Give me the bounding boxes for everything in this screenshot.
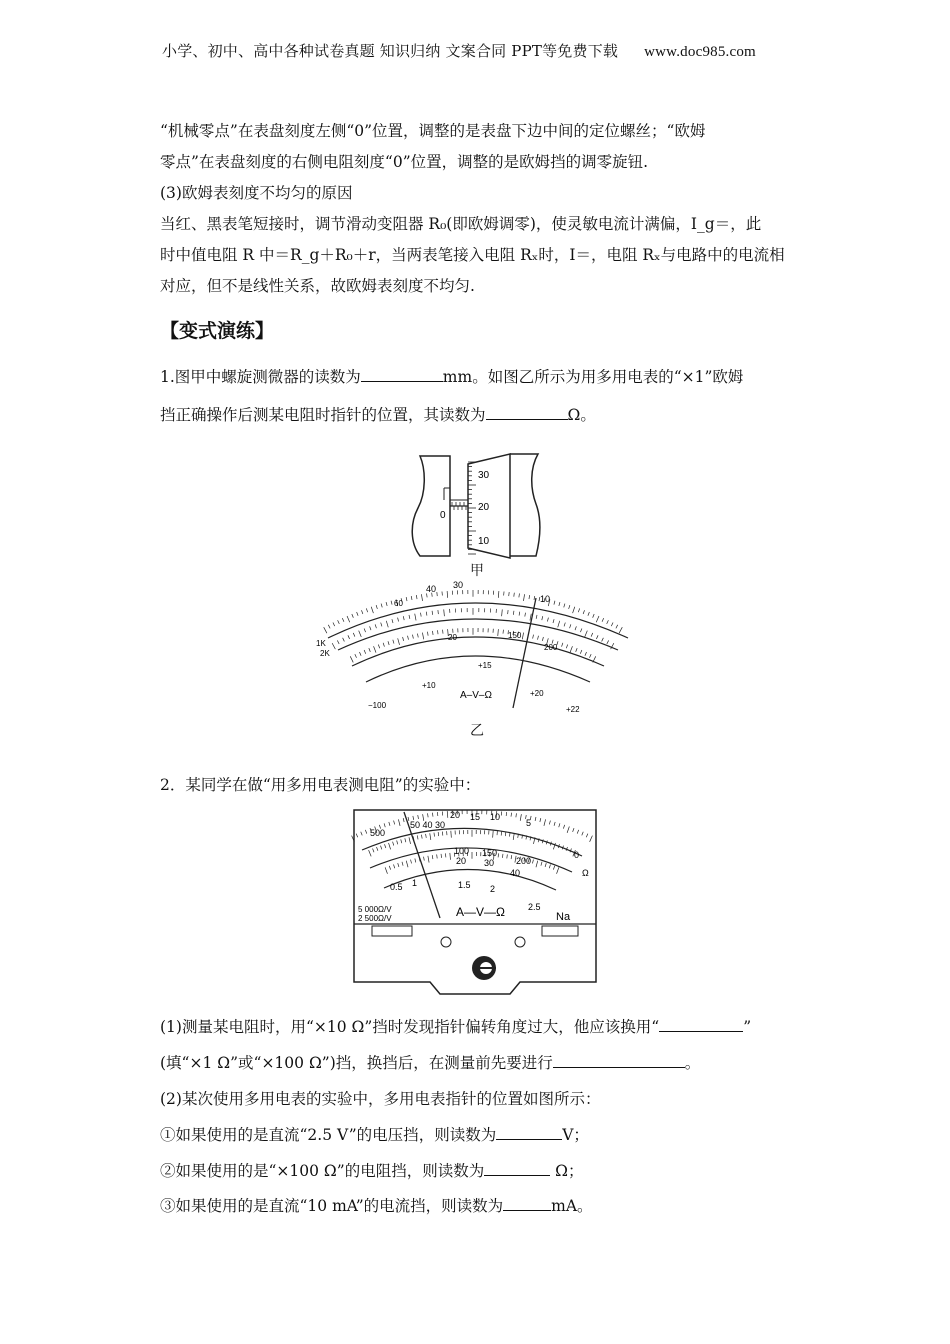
scale-tick <box>559 823 560 827</box>
scale-tick <box>519 612 520 616</box>
scale-tick <box>566 644 567 648</box>
scale-tick <box>432 813 433 817</box>
scale-tick <box>394 864 395 868</box>
svg-text:0.5: 0.5 <box>390 882 403 892</box>
svg-text:+22: +22 <box>566 705 580 714</box>
scale-tick <box>534 596 535 600</box>
section-title: 【变式演练】 <box>160 320 275 342</box>
scale-tick <box>444 609 445 616</box>
scale-tick <box>596 635 598 639</box>
intro-line-4: 时中值电阻 R 中＝R_g＋R₀＋r，当两表笔接入电阻 Rₓ时，I＝，电阻 Rₓ与电路中的电流相 <box>160 246 785 264</box>
scale-tick <box>371 607 373 613</box>
scale-tick <box>564 604 565 608</box>
page-header <box>162 40 756 61</box>
scale-tick <box>493 831 494 838</box>
svg-text:500: 500 <box>370 828 386 838</box>
scale-tick <box>369 850 372 856</box>
scale-tick <box>542 637 543 641</box>
scale-tick <box>393 640 394 644</box>
q2-i2-text-b: Ω； <box>550 1162 584 1180</box>
scale-tick <box>498 629 499 636</box>
scale-tick <box>361 610 362 614</box>
scale-tick <box>388 641 389 645</box>
scale-tick <box>428 813 429 817</box>
q2-item-2 <box>160 1160 796 1182</box>
svg-text:200: 200 <box>516 856 532 866</box>
scale-tick <box>416 595 417 599</box>
scale-tick <box>381 846 382 850</box>
q2-i3-text-a: ③如果使用的是直流“10 mA”的电流挡，则读数为 <box>160 1197 504 1215</box>
q2-part1-line2 <box>160 1052 796 1074</box>
scale-tick <box>338 620 340 624</box>
scale-tick <box>522 633 523 640</box>
scale-tick <box>589 654 591 658</box>
scale-tick <box>398 638 400 645</box>
q2-blank-3[interactable] <box>496 1124 562 1140</box>
scale-tick <box>578 608 579 612</box>
scale-tick <box>562 643 563 647</box>
scale-tick <box>516 813 517 817</box>
scale-tick <box>401 839 402 843</box>
scale-tick <box>607 640 609 644</box>
scale-tick <box>398 863 399 867</box>
scale-tick <box>549 864 550 868</box>
svg-text:30: 30 <box>453 580 464 590</box>
q2-part1-line1 <box>160 1016 796 1038</box>
scale-tick <box>403 818 404 822</box>
scale-tick <box>415 614 416 621</box>
scale-tick <box>409 615 410 619</box>
scale-tick <box>541 862 542 866</box>
svg-text:1.5: 1.5 <box>458 880 471 890</box>
micrometer-figure <box>410 448 550 560</box>
q2-i1-text-b: V； <box>562 1126 589 1144</box>
scale-tick <box>409 837 411 844</box>
scale-tick <box>397 840 398 844</box>
scale-tick <box>573 607 575 613</box>
q2-i1-text-a: ①如果使用的是直流“2.5 V”的电压挡，则读数为 <box>160 1126 497 1144</box>
multimeter-sens-1: 5 000Ω/V <box>358 905 392 914</box>
scale-tick <box>535 817 536 821</box>
scale-tick <box>356 834 358 838</box>
scale-tick <box>359 631 362 637</box>
scale-tick <box>359 652 361 656</box>
scale-tick <box>364 650 366 654</box>
scale-tick <box>386 602 387 606</box>
q2-blank-1[interactable] <box>659 1016 743 1032</box>
scale-tick <box>381 623 382 627</box>
scale-tick <box>557 867 559 873</box>
q2-i2-text-a: ②如果使用的是“×100 Ω”的电阻挡，则读数为 <box>160 1162 485 1180</box>
scale-tick <box>607 620 609 624</box>
scale-tick <box>536 615 537 619</box>
scale-tick <box>570 624 571 628</box>
scale-tick <box>357 612 358 616</box>
q1-line-1 <box>160 366 796 388</box>
q2-item-1 <box>160 1124 796 1146</box>
scale-tick <box>511 813 512 817</box>
scale-tick <box>583 610 584 614</box>
scale-tick <box>389 866 390 870</box>
scale-tick <box>398 618 399 622</box>
scale-tick <box>337 640 339 644</box>
scale-tick <box>438 630 439 634</box>
scale-tick <box>332 643 335 649</box>
scale-tick <box>553 866 554 870</box>
fig-b-caption: 乙 <box>470 723 484 739</box>
scale-tick <box>596 616 599 622</box>
scale-tick <box>391 601 392 605</box>
scale-tick <box>386 621 388 628</box>
scale-tick <box>511 855 512 859</box>
scale-tick <box>398 819 400 826</box>
svg-text:50 40 30: 50 40 30 <box>410 820 446 830</box>
scale-tick <box>554 601 555 605</box>
scale-tick <box>328 625 330 629</box>
scale-tick <box>352 614 354 618</box>
scale-tick <box>402 862 403 866</box>
meter-figure-b <box>308 578 638 718</box>
scale-tick <box>421 835 422 839</box>
scale-tick <box>616 625 618 629</box>
scale-tick <box>588 612 589 616</box>
scale-tick <box>580 650 582 654</box>
meter-b-label: A–V–Ω <box>460 690 492 701</box>
scale-tick <box>432 855 433 859</box>
svg-text:+20: +20 <box>530 689 544 698</box>
scale-tick <box>350 656 353 662</box>
micrometer-tick-30: 30 <box>478 470 490 481</box>
scale-tick <box>538 636 539 640</box>
scale-tick <box>324 627 327 633</box>
scale-tick <box>403 637 404 641</box>
q2-blank-2[interactable] <box>553 1052 685 1068</box>
micrometer-tick-20: 20 <box>478 502 490 513</box>
scale-tick <box>408 636 409 640</box>
scale-tick <box>582 832 584 836</box>
scale-tick <box>424 857 425 861</box>
scale-tick <box>447 811 448 818</box>
svg-text:10: 10 <box>490 812 501 822</box>
svg-text:100: 100 <box>454 846 470 856</box>
scale-tick <box>577 830 578 834</box>
scale-tick <box>417 634 418 638</box>
scale-tick <box>509 833 510 837</box>
q2-blank-4[interactable] <box>484 1160 550 1176</box>
svg-text:200: 200 <box>544 643 558 652</box>
scale-tick <box>427 593 428 597</box>
scale-tick <box>418 815 419 819</box>
scale-tick <box>590 836 593 842</box>
scale-tick <box>381 604 382 608</box>
scale-tick <box>523 594 524 601</box>
scale-tick <box>366 608 367 612</box>
q1-blank-1[interactable] <box>361 366 443 382</box>
scale-tick <box>498 591 499 598</box>
scale-tick <box>378 644 379 648</box>
svg-text:20: 20 <box>456 856 467 866</box>
scale-tick <box>569 605 570 609</box>
header-text: 小学、初中、高中各种试卷真题 知识归纳 文案合同 PPT等免费下载 <box>162 42 619 60</box>
scale-tick <box>602 618 604 622</box>
scale-tick <box>432 631 433 635</box>
fig-a-caption: 甲 <box>470 563 484 579</box>
scale-tick <box>406 861 408 868</box>
scale-tick <box>369 648 370 652</box>
svg-text:150: 150 <box>482 848 498 858</box>
scale-tick <box>533 635 534 639</box>
scale-tick <box>428 856 429 863</box>
scale-tick <box>451 831 452 838</box>
scale-tick <box>342 618 344 622</box>
scale-tick <box>611 623 613 627</box>
micrometer-tick-10: 10 <box>478 536 490 547</box>
q1-text-b: mm。如图乙所示为用多用电表的“×1”欧姆 <box>442 368 744 386</box>
q1-text-a: 1.图甲中螺旋测微器的读数为 <box>160 368 361 386</box>
scale-tick <box>542 839 543 843</box>
svg-text:Ω: Ω <box>582 868 589 878</box>
svg-text:20: 20 <box>450 810 461 820</box>
scale-tick <box>540 818 541 822</box>
scale-tick <box>394 821 395 825</box>
q2-p1-text-c: (填“×1 Ω”或“×100 Ω”)挡，换挡后，在测量前先要进行 <box>160 1054 553 1072</box>
multimeter-na-label: Na <box>556 911 571 923</box>
q2-item-3 <box>160 1195 796 1217</box>
scale-tick <box>420 613 421 617</box>
scale-tick <box>389 822 390 826</box>
svg-text:30: 30 <box>484 858 495 868</box>
scale-tick <box>619 627 622 633</box>
scale-tick <box>430 833 431 840</box>
scale-tick <box>427 632 428 636</box>
intro-line-5: 对应，但不是线性关系，故欧姆表刻度不均匀. <box>160 277 475 295</box>
scale-tick <box>554 822 555 826</box>
scale-tick <box>361 832 363 836</box>
scale-tick <box>411 596 412 600</box>
scale-tick <box>513 611 514 615</box>
scale-tick <box>519 593 520 597</box>
scale-tick <box>545 863 546 867</box>
svg-text:0: 0 <box>574 850 580 860</box>
svg-text:2.5: 2.5 <box>528 902 541 912</box>
scale-tick <box>593 614 595 618</box>
scale-tick <box>525 613 526 617</box>
scale-tick <box>353 633 355 637</box>
scale-tick <box>507 854 508 858</box>
svg-text:+10: +10 <box>422 681 436 690</box>
scale-tick <box>542 616 543 620</box>
q1-blank-2[interactable] <box>486 404 568 420</box>
scale-tick <box>602 638 604 642</box>
scale-tick <box>585 652 587 656</box>
multimeter-sens-2: 2 500Ω/V <box>358 914 392 923</box>
svg-text:10: 10 <box>540 594 551 604</box>
scale-tick <box>393 842 394 846</box>
scale-tick <box>374 646 376 652</box>
scale-tick <box>567 826 569 832</box>
scale-tick <box>373 849 374 853</box>
scale-tick <box>377 847 378 851</box>
svg-text:40: 40 <box>426 584 437 594</box>
svg-text:1K: 1K <box>316 639 326 648</box>
scale-tick <box>580 628 581 632</box>
scale-tick <box>575 626 576 630</box>
scale-tick <box>412 635 413 639</box>
scale-tick <box>343 638 345 642</box>
scale-tick <box>411 860 412 864</box>
scale-tick <box>549 821 550 825</box>
scale-tick <box>576 648 577 652</box>
scale-tick <box>514 593 515 597</box>
scale-tick <box>434 833 435 837</box>
scale-tick <box>513 833 514 840</box>
scale-tick <box>376 605 377 609</box>
scale-tick <box>417 835 418 839</box>
svg-text:150: 150 <box>508 631 522 640</box>
scale-tick <box>553 619 554 623</box>
q2-p1-text-d: 。 <box>684 1054 701 1072</box>
scale-tick <box>348 635 350 639</box>
svg-text:2K: 2K <box>320 649 330 658</box>
q2-stem: 2．某同学在做“用多用电表测电阻”的实验中： <box>160 776 481 794</box>
scale-tick <box>365 830 366 834</box>
q2-p1-text-a: (1)测量某电阻时，用“×10 Ω”挡时发现指针偏转角度过大，他应该换用“ <box>160 1018 660 1036</box>
scale-tick <box>432 611 433 615</box>
svg-text:40: 40 <box>510 868 521 878</box>
scale-tick <box>384 823 385 827</box>
scale-tick <box>570 646 572 652</box>
scale-tick <box>347 616 350 622</box>
scale-tick <box>447 591 448 598</box>
intro-line-1: “机械零点”在表盘刻度左侧“0”位置，调整的是表盘下边中间的定位螺丝；“欧姆 <box>160 122 706 140</box>
scale-tick <box>536 861 538 868</box>
q2-p1-text-b: ” <box>743 1018 752 1036</box>
scale-tick <box>375 624 376 628</box>
micrometer-zero-label: 0 <box>440 510 446 521</box>
scale-tick <box>585 631 588 637</box>
scale-tick <box>415 859 416 863</box>
svg-text:20: 20 <box>448 633 457 642</box>
scale-tick <box>355 654 357 658</box>
q1-line-2 <box>160 404 796 426</box>
q1-text-c: 挡正确操作后测某电阻时指针的位置，其读数为 <box>160 406 486 424</box>
scale-tick <box>547 618 548 622</box>
scale-tick <box>573 828 574 832</box>
scale-tick <box>559 602 560 606</box>
scale-tick <box>406 597 407 601</box>
scale-tick <box>405 838 406 842</box>
scale-tick <box>520 814 521 821</box>
scale-tick <box>385 844 386 848</box>
svg-text:−100: −100 <box>368 701 387 710</box>
q2-part2: (2)某次使用多用电表的实验中，多用电表指针的位置如图所示： <box>160 1090 601 1108</box>
scale-tick <box>364 628 365 632</box>
scale-tick <box>437 854 438 858</box>
scale-tick <box>563 825 564 829</box>
scale-tick <box>502 609 503 616</box>
scale-tick <box>450 853 451 860</box>
svg-text:5: 5 <box>526 818 532 828</box>
scale-tick <box>529 595 530 599</box>
scale-tick <box>591 633 593 637</box>
multimeter-figure <box>350 806 600 998</box>
scale-tick <box>370 626 371 630</box>
scale-tick <box>403 616 404 620</box>
scale-tick <box>586 834 588 838</box>
scale-tick <box>422 633 423 640</box>
scale-tick <box>408 817 409 821</box>
scale-tick <box>544 819 546 826</box>
scale-tick <box>426 612 427 616</box>
scale-tick <box>532 860 533 864</box>
q2-blank-5[interactable] <box>503 1195 551 1211</box>
svg-text:60: 60 <box>394 599 403 608</box>
scale-tick <box>383 643 384 647</box>
scale-tick <box>389 843 391 849</box>
scale-tick <box>558 621 560 628</box>
intro-line-3: 当红、黑表笔短接时，调节滑动变阻器 R₀(即欧姆调零)，使灵敏电流计满偏，I_g＝，此 <box>160 215 762 233</box>
scale-tick <box>385 867 387 873</box>
intro-line-2: 零点”在表盘刻度的右侧电阻刻度“0”位置，调整的是欧姆挡的调零旋钮. <box>160 153 649 171</box>
scale-tick <box>421 594 422 601</box>
scale-tick <box>426 834 427 838</box>
svg-text:1: 1 <box>412 878 418 888</box>
scale-tick <box>564 623 565 627</box>
scale-tick <box>392 619 393 623</box>
svg-text:2: 2 <box>490 884 496 894</box>
scale-tick <box>333 623 335 627</box>
q1-text-d: Ω。 <box>567 406 596 424</box>
header-site[interactable]: www.doc985.com <box>644 44 756 60</box>
svg-text:15: 15 <box>470 812 481 822</box>
multimeter-label: A—V—Ω <box>456 905 505 919</box>
svg-text:+15: +15 <box>478 661 492 670</box>
intro-heading-3: (3)欧姆表刻度不均匀的原因 <box>160 184 353 202</box>
q2-i3-text-b: mA。 <box>551 1197 593 1215</box>
